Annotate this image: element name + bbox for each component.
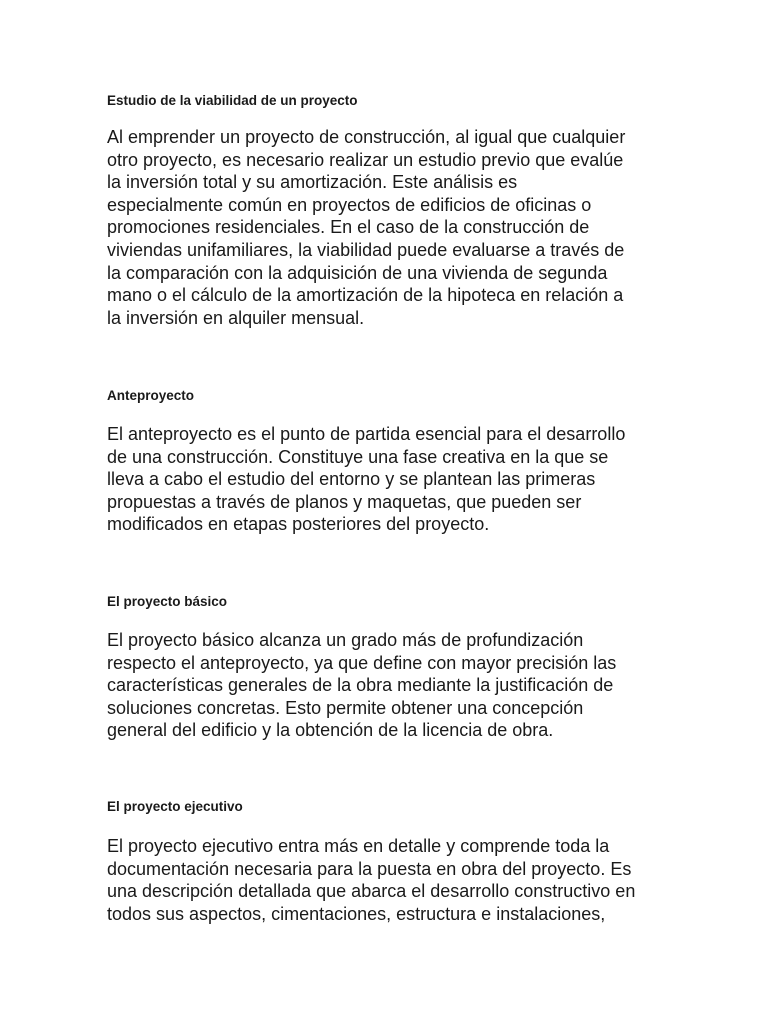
paragraph-line: Al emprender un proyecto de construcción, al igual que cualquier [107,127,626,147]
paragraph-line: respecto el anteproyecto, ya que define con mayor precisión las [107,652,617,673]
paragraph-line: general del edificio y la obtención de la licencia de obra. [107,720,554,741]
paragraph-line: especialmente común en proyectos de edificios de oficinas o [107,194,592,215]
paragraph-line: todos sus aspectos, cimentaciones, estructura e instalaciones, [107,903,606,924]
paragraph-line: la comparación con la adquisición de una vivienda de segunda [107,262,608,283]
paragraph-line: propuestas a través de planos y maquetas, que pueden ser [107,491,582,512]
section-paragraph [107,423,677,536]
paragraph-line: viviendas unifamiliares, la viabilidad puede evaluarse a través de [107,239,625,260]
paragraph-line: la inversión en alquiler mensual. [107,307,365,328]
section-proyecto-ejecutivo [107,799,677,925]
section-heading: Anteproyecto [107,388,195,403]
paragraph-line: la inversión total y su amortización. Este análisis es [107,172,518,193]
paragraph-line: características generales de la obra mediante la justificación de [107,675,614,696]
paragraph-line: soluciones concretas. Esto permite obtener una concepción [107,697,584,718]
paragraph-line: El proyecto ejecutivo entra más en detalle y comprende toda la [107,836,610,856]
section-anteproyecto [107,388,677,536]
paragraph-line: otro proyecto, es necesario realizar un estudio previo que evalúe [107,149,624,170]
section-heading: Estudio de la viabilidad de un proyecto [107,93,358,108]
paragraph-line: El anteproyecto es el punto de partida esencial para el desarrollo [107,424,626,444]
paragraph-line: de una construcción. Constituye una fase creativa en la que se [107,446,609,467]
paragraph-line: El proyecto básico alcanza un grado más de profundización [107,630,584,650]
section-proyecto-basico [107,594,677,742]
section-viabilidad [107,93,677,329]
paragraph-line: mano o el cálculo de la amortización de la hipoteca en relación a [107,285,624,306]
section-heading: El proyecto ejecutivo [107,799,243,814]
paragraph-line: modificados en etapas posteriores del proyecto. [107,514,490,535]
section-paragraph [107,629,677,742]
section-paragraph [107,126,677,329]
paragraph-line: documentación necesaria para la puesta en obra del proyecto. Es [107,858,632,879]
section-heading: El proyecto básico [107,594,228,609]
paragraph-line: lleva a cabo el estudio del entorno y se plantean las primeras [107,469,596,490]
paragraph-line: una descripción detallada que abarca el desarrollo constructivo en [107,881,636,902]
paragraph-line: promociones residenciales. En el caso de la construcción de [107,217,590,238]
section-paragraph [107,835,677,925]
